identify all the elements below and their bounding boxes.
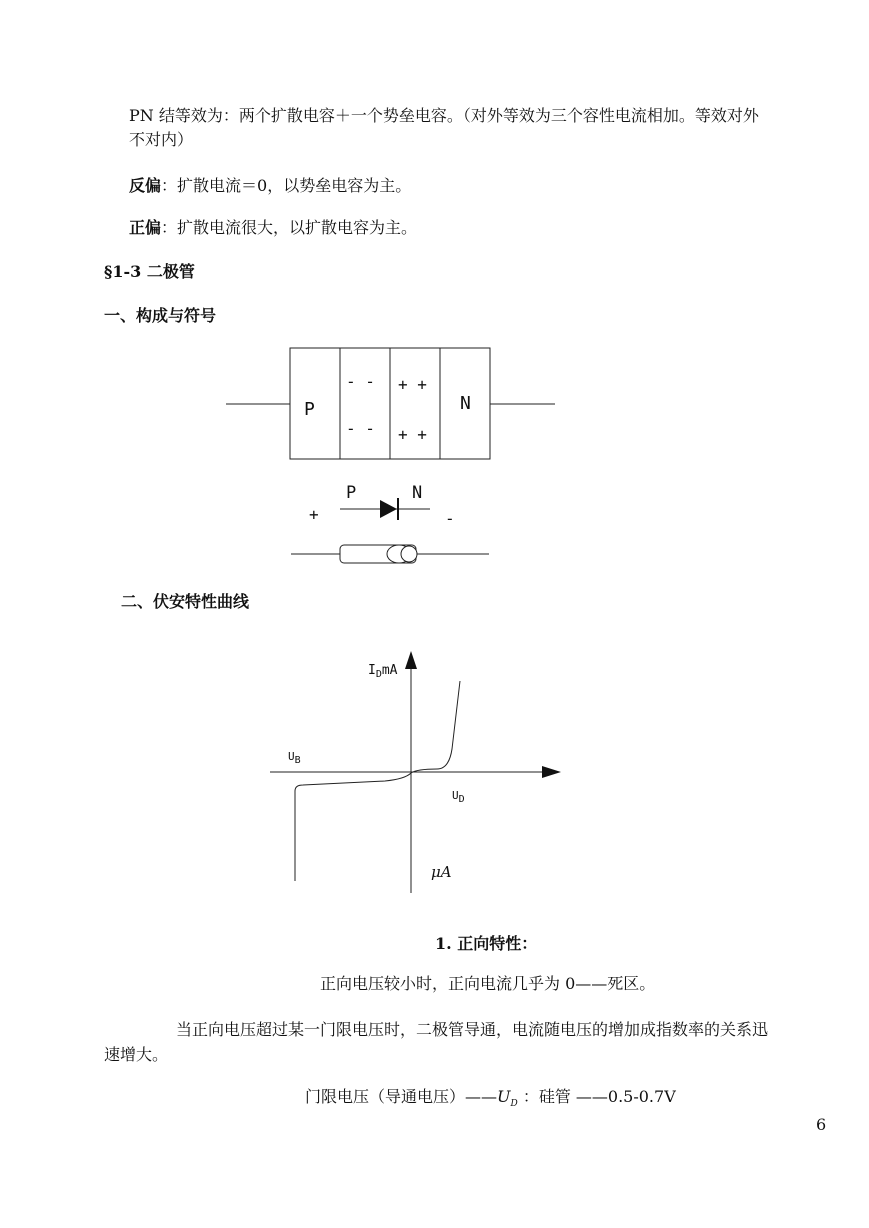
diode-symbol-figure [285, 478, 500, 573]
x-axis-arrow [542, 766, 561, 778]
threshold-symbol: $U_D$ [497, 1087, 518, 1110]
diode-triangle [380, 500, 397, 518]
symbol-n-label: N [412, 483, 423, 503]
positive-ions-top: + + [398, 375, 427, 394]
threshold-suffix: ：硅管 ——0.5-0.7V [522, 1087, 676, 1106]
para1: 正向电压较小时，正向电流几乎为 0——死区。 [320, 974, 656, 993]
reverse-current-unit: μA [431, 863, 452, 881]
iv-curve [295, 681, 460, 881]
x-axis-label: UD [452, 789, 465, 805]
reverse-bias-text: ：扩散电流＝0，以势垒电容为主。 [161, 176, 412, 195]
section-title: §1-3 二极管 [104, 262, 195, 281]
threshold-prefix: 门限电压（导通电压）—— [305, 1087, 498, 1106]
forward-bias-paragraph [129, 218, 417, 238]
p-region-label: P [304, 399, 315, 420]
y-axis-arrow [405, 651, 417, 669]
reverse-bias-paragraph [129, 176, 411, 196]
negative-ions-bottom: - - [346, 419, 375, 438]
iv-curve-chart [265, 645, 570, 895]
forward-bias-text: ：扩散电流很大，以扩散电容为主。 [161, 218, 418, 237]
n-region-label: N [460, 393, 471, 414]
reverse-bias-label: 反偏 [129, 176, 162, 195]
part2-title: 二、伏安特性曲线 [121, 592, 250, 611]
plus-sign: + [309, 505, 319, 524]
minus-sign: - [445, 509, 455, 528]
page-number: 6 [816, 1115, 827, 1134]
forward-bias-label: 正偏 [129, 218, 162, 237]
y-axis-label: $I_DmA$ [368, 663, 398, 680]
para2-line-1: 当正向电压超过某一门限电压时，二极管导通，电流随电压的增加成指数率的关系迅 [176, 1020, 769, 1039]
para2-line-2: 速增大。 [104, 1045, 169, 1064]
intro-line-2: 不对内） [129, 130, 194, 149]
sub1-title: 1. 正向特性： [435, 934, 538, 953]
symbol-p-label: P [346, 483, 357, 503]
part1-title: 一、构成与符号 [104, 306, 217, 325]
pn-structure-figure [220, 345, 560, 465]
positive-ions-bottom: + + [398, 425, 427, 444]
negative-ions-top: - - [346, 372, 375, 391]
breakdown-voltage-label: UB [288, 750, 301, 766]
diode-end-cap [401, 546, 417, 562]
threshold-voltage-line [305, 1087, 676, 1114]
intro-line-1: PN 结等效为：两个扩散电容＋一个势垒电容。（对外等效为三个容性电流相加。等效对外 [129, 106, 759, 125]
